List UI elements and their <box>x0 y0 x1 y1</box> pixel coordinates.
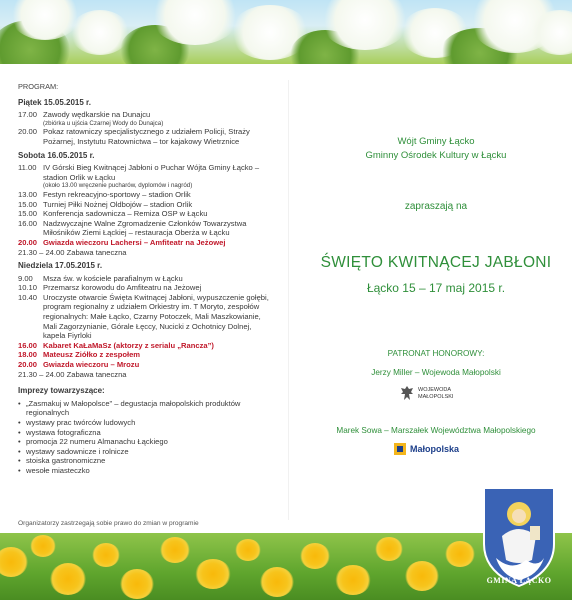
top-blossom-banner <box>0 0 572 64</box>
events-title: Imprezy towarzyszące: <box>18 386 105 396</box>
item-time: 16.00 <box>18 340 38 350</box>
item-text: Nadzwyczajne Walne Zgromadzenie Członków Towarzystwa Miłośników Ziemi Łąckiej – restauracja Oberża w Łącku <box>43 218 247 238</box>
item-time: 20.00 <box>18 237 38 247</box>
item-text: Msza św. w kościele parafialnym w Łącku <box>43 273 183 283</box>
program-day <box>18 151 274 258</box>
item-note: (około 13.00 wręczenie pucharów, dyplomów i nagród) <box>43 182 193 190</box>
item-time: 13.00 <box>18 189 38 199</box>
program-item <box>18 219 274 238</box>
event-item: • stoiska gastronomiczne <box>18 456 274 466</box>
item-text: Zabawa taneczna <box>66 369 127 379</box>
item-text: IV Górski Bieg Kwitnącej Jabłoni o Puchar Wójta Gminy Łącko – stadion Orlik w Łącku <box>43 163 260 182</box>
festival-title: ŚWIĘTO KWITNĄCEJ JABŁONI <box>320 254 552 271</box>
program-item <box>18 209 274 219</box>
program-item <box>18 190 274 200</box>
host-wojt: Wójt Gminy Łącko <box>397 136 475 147</box>
patronage-heading: PATRONAT HONOROWY: <box>387 349 485 358</box>
item-time: 11.00 <box>18 163 37 173</box>
program-item <box>18 248 274 258</box>
item-time: 9.00 <box>18 273 33 283</box>
program-item <box>18 163 274 190</box>
item-text: Kabaret KaŁaMaSz (aktorzy z serialu „Rancza”) <box>43 340 214 350</box>
patron-miller: Jerzy Miller – Wojewoda Małopolski <box>371 368 501 377</box>
item-time: 21.30 – 24.00 <box>18 369 65 379</box>
item-time: 16.00 <box>18 218 38 228</box>
item-text: Festyn rekreacyjno-sportowy – stadion Orlik <box>43 189 191 199</box>
program-day <box>18 261 274 379</box>
item-time: 15.00 <box>18 199 38 209</box>
eagle-icon <box>400 385 414 402</box>
event-item: • wystawy sadownicze i rolnicze <box>18 447 274 457</box>
wojewoda-logo <box>400 385 453 402</box>
program-item <box>18 370 274 380</box>
malopolska-logo <box>394 443 459 455</box>
program-item <box>18 350 274 360</box>
malopolska-label: Małopolska <box>410 444 460 454</box>
host-gok: Gminny Ośrodek Kultury w Łącku <box>365 150 507 161</box>
item-time: 15.00 <box>18 209 38 219</box>
item-text: Uroczyste otwarcie Święta Kwitnącej Jabłoni, wypuszczenie gołębi, program regionalny z udziałem Orkiestry im. T Moryto, zespołów regionalnych: Małe Łącko, Czarny Potoczek, Mali Maszkowianie, Mali Zagorzynianie, Górale Łęccy, Nucicki z Ochotnicy Dolnej, kapela Fiyrloki <box>43 292 269 341</box>
item-time: 10.40 <box>18 292 38 302</box>
item-text: Mateusz Ziółko z zespołem <box>43 350 141 360</box>
item-text: Zawody wędkarskie na Dunajcu <box>43 110 151 120</box>
gmina-lacko-label: GMINA ŁĄCKO <box>486 576 552 585</box>
item-time: 20.00 <box>18 360 38 370</box>
column-divider <box>288 80 289 520</box>
item-time: 10.10 <box>18 283 38 293</box>
wojewoda-line1: WOJEWODA <box>418 387 451 393</box>
program-label: PROGRAM: <box>18 82 59 91</box>
patron-sowa: Marek Sowa – Marszałek Województwa Małopolskiego <box>336 426 536 435</box>
event-item: • wesołe miasteczko <box>18 466 274 476</box>
wojewoda-line2: MAŁOPOLSKI <box>418 393 454 400</box>
program-item <box>18 341 274 351</box>
day-heading: Piątek 15.05.2015 r. <box>18 97 91 107</box>
event-item: • „Zasmakuj w Małopolsce” – degustacja małopolskich produktów regionalnych <box>18 399 274 418</box>
item-time: 17.00 <box>18 110 38 120</box>
item-text: Pokaz ratowniczy specjalistycznego z udziałem Policji, Straży Pożarnej, Instytutu Ratownictwa – tor kajakowy Wietrznice <box>43 127 250 146</box>
item-text: Turniej Piłki Nożnej Oldbojów – stadion Orlik <box>43 199 193 209</box>
invite-text: zapraszają na <box>404 201 468 212</box>
program-item <box>18 200 274 210</box>
book-icon <box>530 526 540 540</box>
program-item <box>18 293 274 341</box>
disclaimer-note: Organizatorzy zastrzegają sobie prawo do zmian w programie <box>18 520 199 527</box>
day-heading: Sobota 16.05.2015 r. <box>18 150 95 160</box>
item-text: Gwiazda wieczoru – Mrozu <box>43 360 140 370</box>
program-item <box>18 360 274 370</box>
item-text: Konferencja sadownicza – Remiza OSP w Łącku <box>43 209 208 219</box>
program-item <box>18 127 274 146</box>
item-time: 21.30 – 24.00 <box>18 247 65 257</box>
event-item: • wystawa fotograficzna <box>18 428 274 438</box>
item-text: Przemarsz korowodu do Amfiteatru na Jeżowej <box>43 283 202 293</box>
event-item: • wystawy prac twórców ludowych <box>18 418 274 428</box>
saint-head-icon <box>512 509 526 523</box>
item-time: 20.00 <box>18 127 38 137</box>
program-item <box>18 238 274 248</box>
day-heading: Niedziela 17.05.2015 r. <box>18 261 103 271</box>
program-days <box>18 98 274 380</box>
item-time: 18.00 <box>18 350 38 360</box>
item-note: (zbiórka u ujścia Czarnej Wody do Dunajca) <box>43 119 164 127</box>
program-item <box>18 283 274 293</box>
program-item <box>18 274 274 284</box>
malopolska-icon <box>394 443 406 455</box>
program-item <box>18 110 274 127</box>
program-day <box>18 98 274 147</box>
item-text: Zabawa taneczna <box>66 247 127 257</box>
event-item: • promocja 22 numeru Almanachu Łąckiego <box>18 437 274 447</box>
events-list <box>18 399 274 476</box>
item-text: Gwiazda wieczoru Lachersi – Amfiteatr na Jeżowej <box>43 237 226 247</box>
program-column <box>18 82 274 476</box>
festival-dates: Łącko 15 – 17 maj 2015 r. <box>366 281 506 295</box>
